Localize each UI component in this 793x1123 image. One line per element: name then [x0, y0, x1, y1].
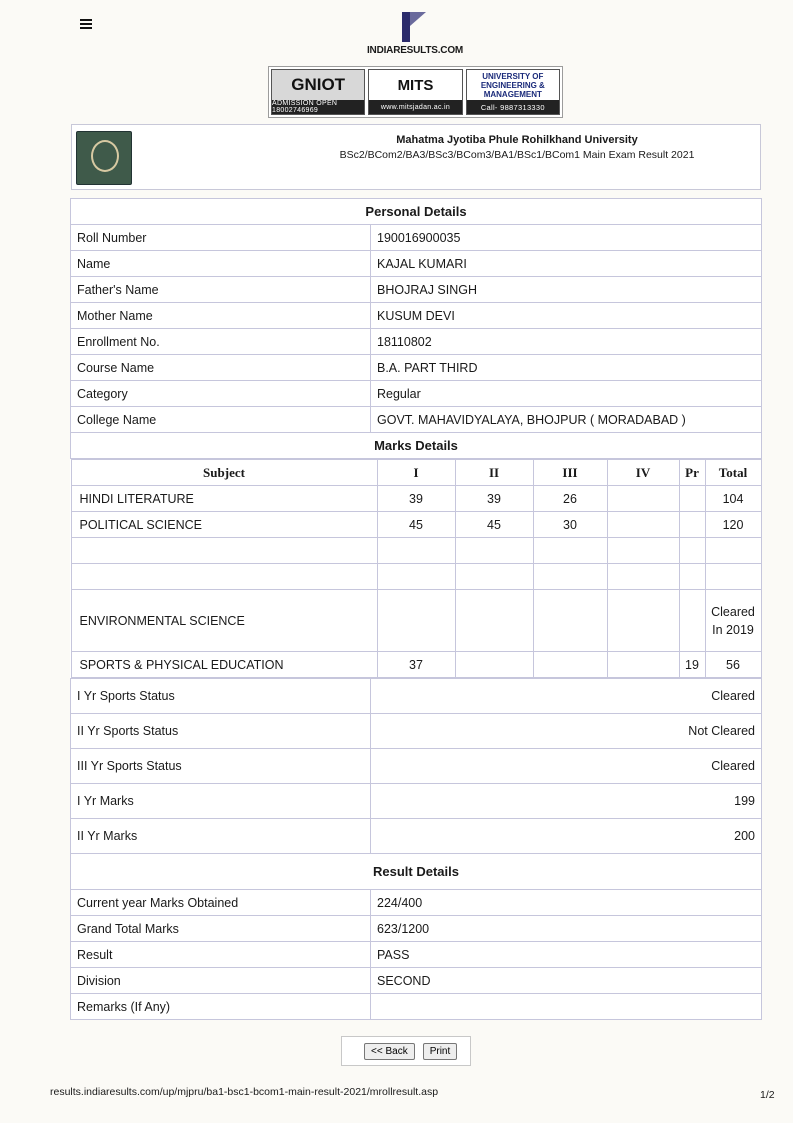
course-value: B.A. PART THIRD	[371, 355, 762, 381]
name-label: Name	[71, 251, 371, 277]
marks-details-heading: Marks Details	[71, 433, 762, 459]
mark-cell	[679, 538, 705, 564]
table-row	[71, 968, 762, 994]
back-button[interactable]: << Back	[364, 1043, 415, 1060]
subject-cell	[71, 564, 377, 590]
mark-cell	[607, 538, 679, 564]
mark-cell	[607, 486, 679, 512]
table-row	[71, 486, 761, 512]
ad-gniot-sub: ADMISSION OPEN 18002746969	[272, 100, 364, 114]
sports-status-2-label: II Yr Sports Status	[71, 714, 371, 749]
table-row	[71, 652, 761, 678]
total-cell	[705, 564, 761, 590]
exam-title: BSc2/BCom2/BA3/BSc3/BCom3/BA1/BSc1/BCom1 Main Exam Result 2021	[339, 149, 695, 161]
col-i: I	[377, 460, 455, 486]
mother-name-label: Mother Name	[71, 303, 371, 329]
total-cell: Cleared In 2019	[705, 590, 761, 652]
college-label: College Name	[71, 407, 371, 433]
mark-cell	[533, 590, 607, 652]
total-cell: 104	[705, 486, 761, 512]
ad-mits-name: MITS	[369, 70, 461, 100]
table-row	[71, 916, 762, 942]
site-logo[interactable]	[360, 12, 470, 56]
course-label: Course Name	[71, 355, 371, 381]
mark-cell	[533, 652, 607, 678]
table-row	[71, 251, 762, 277]
mark-cell	[679, 486, 705, 512]
mark-cell	[377, 590, 455, 652]
category-label: Category	[71, 381, 371, 407]
mother-name-value: KUSUM DEVI	[371, 303, 762, 329]
table-row	[71, 303, 762, 329]
logo-text: INDIARESULTS.COM	[366, 45, 464, 56]
col-iv: IV	[607, 460, 679, 486]
mark-cell: 30	[533, 512, 607, 538]
mark-cell	[533, 538, 607, 564]
ad-uem-name: UNIVERSITY OF ENGINEERING & MANAGEMENT	[467, 70, 559, 100]
ad-uem[interactable]	[466, 69, 560, 115]
mark-cell	[607, 590, 679, 652]
table-row	[71, 590, 761, 652]
current-marks-value: 224/400	[371, 890, 762, 916]
mark-cell: 39	[455, 486, 533, 512]
subject-cell: ENVIRONMENTAL SCIENCE	[71, 590, 377, 652]
subject-cell: POLITICAL SCIENCE	[71, 512, 377, 538]
page-url: results.indiaresults.com/up/mjpru/ba1-bsc1-bcom1-main-result-2021/mrollresult.asp	[50, 1086, 439, 1098]
roll-number-label: Roll Number	[71, 225, 371, 251]
mark-cell: 45	[455, 512, 533, 538]
mark-cell: 19	[679, 652, 705, 678]
father-name-value: BHOJRAJ SINGH	[371, 277, 762, 303]
year-1-marks-label: I Yr Marks	[71, 784, 371, 819]
table-row	[71, 277, 762, 303]
sports-status-3-value: Cleared	[371, 749, 762, 784]
mark-cell: 45	[377, 512, 455, 538]
table-row	[71, 784, 762, 819]
table-row	[71, 679, 762, 714]
year-2-marks-value: 200	[371, 819, 762, 854]
total-cell: 56	[705, 652, 761, 678]
mark-cell	[607, 652, 679, 678]
col-iii: III	[533, 460, 607, 486]
sports-status-1-value: Cleared	[371, 679, 762, 714]
year-2-marks-label: II Yr Marks	[71, 819, 371, 854]
ad-banner-strip	[268, 66, 563, 118]
subject-cell: HINDI LITERATURE	[71, 486, 377, 512]
menu-icon[interactable]	[80, 19, 92, 29]
ad-gniot[interactable]	[271, 69, 365, 115]
table-row	[71, 994, 762, 1020]
table-row	[71, 225, 762, 251]
mark-cell	[455, 590, 533, 652]
ad-mits-sub: www.mitsjadan.ac.in	[369, 100, 461, 114]
sports-status-3-label: III Yr Sports Status	[71, 749, 371, 784]
sports-status-1-label: I Yr Sports Status	[71, 679, 371, 714]
mark-cell	[679, 512, 705, 538]
university-seal-icon	[76, 131, 132, 185]
roll-number-value: 190016900035	[371, 225, 762, 251]
marks-table	[71, 459, 762, 678]
enrollment-label: Enrollment No.	[71, 329, 371, 355]
col-ii: II	[455, 460, 533, 486]
print-button[interactable]: Print	[423, 1043, 458, 1060]
total-cell: 120	[705, 512, 761, 538]
mark-cell	[679, 564, 705, 590]
result-table	[70, 198, 762, 1020]
result-value: PASS	[371, 942, 762, 968]
division-label: Division	[71, 968, 371, 994]
table-row	[71, 407, 762, 433]
result-label: Result	[71, 942, 371, 968]
mark-cell: 37	[377, 652, 455, 678]
col-pr: Pr	[679, 460, 705, 486]
college-value: GOVT. MAHAVIDYALAYA, BHOJPUR ( MORADABAD )	[371, 407, 762, 433]
table-row	[71, 355, 762, 381]
enrollment-value: 18110802	[371, 329, 762, 355]
university-name: Mahatma Jyotiba Phule Rohilkhand University	[396, 134, 638, 146]
mark-cell	[607, 564, 679, 590]
name-value: KAJAL KUMARI	[371, 251, 762, 277]
subject-cell: SPORTS & PHYSICAL EDUCATION	[71, 652, 377, 678]
sports-status-2-value: Not Cleared	[371, 714, 762, 749]
result-details-heading: Result Details	[71, 854, 762, 890]
table-row	[71, 942, 762, 968]
division-value: SECOND	[371, 968, 762, 994]
table-row	[71, 381, 762, 407]
table-row	[71, 564, 761, 590]
personal-details-heading: Personal Details	[71, 199, 762, 225]
father-name-label: Father's Name	[71, 277, 371, 303]
university-header	[71, 124, 761, 190]
remarks-value	[371, 994, 762, 1020]
logo-mark-icon	[402, 12, 428, 42]
current-marks-label: Current year Marks Obtained	[71, 890, 371, 916]
mark-cell: 39	[377, 486, 455, 512]
table-row	[71, 819, 762, 854]
col-total: Total	[705, 460, 761, 486]
category-value: Regular	[371, 381, 762, 407]
col-subject: Subject	[71, 460, 377, 486]
remarks-label: Remarks (If Any)	[71, 994, 371, 1020]
mark-cell	[377, 538, 455, 564]
mark-cell	[679, 590, 705, 652]
table-row	[71, 714, 762, 749]
ad-mits[interactable]	[368, 69, 462, 115]
table-row	[71, 749, 762, 784]
table-row	[71, 329, 762, 355]
table-row	[71, 890, 762, 916]
page-number: 1/2	[760, 1089, 775, 1101]
ad-gniot-name: GNIOT	[272, 70, 364, 100]
table-row	[71, 512, 761, 538]
mark-cell	[377, 564, 455, 590]
mark-cell	[455, 538, 533, 564]
mark-cell	[455, 652, 533, 678]
mark-cell: 26	[533, 486, 607, 512]
grand-total-value: 623/1200	[371, 916, 762, 942]
table-row	[71, 538, 761, 564]
mark-cell	[533, 564, 607, 590]
action-bar	[341, 1036, 471, 1066]
subject-cell	[71, 538, 377, 564]
total-cell	[705, 538, 761, 564]
mark-cell	[607, 512, 679, 538]
ad-uem-sub: Call- 9887313330	[467, 100, 559, 114]
year-1-marks-value: 199	[371, 784, 762, 819]
mark-cell	[455, 564, 533, 590]
grand-total-label: Grand Total Marks	[71, 916, 371, 942]
